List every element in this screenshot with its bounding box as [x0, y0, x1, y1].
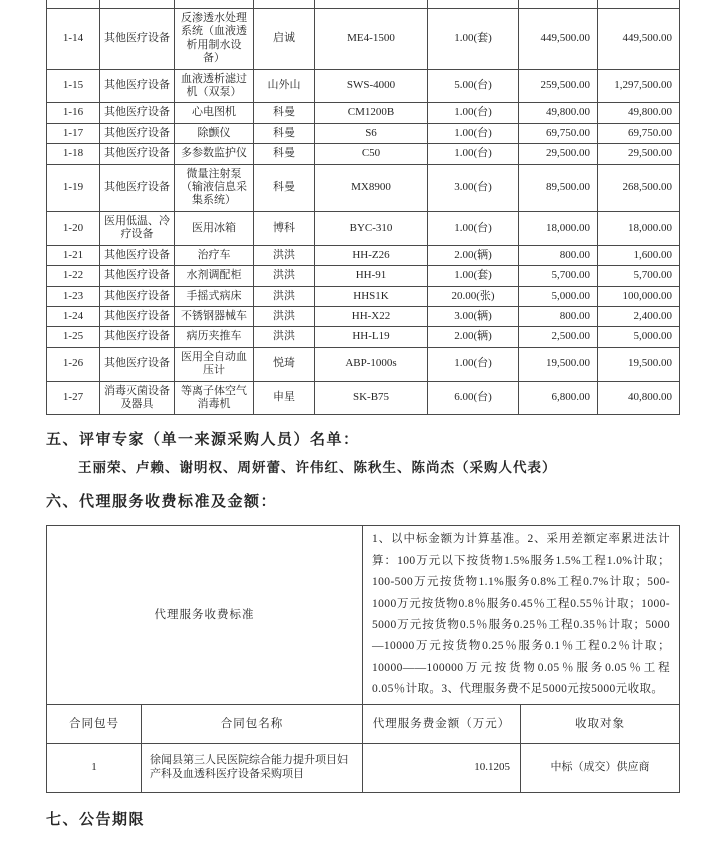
cell-name: 多参数监护仪: [175, 144, 254, 164]
cell-qty: 6.00(台): [428, 381, 519, 415]
section7-heading: 七、公告期限: [46, 811, 146, 828]
cell-brand: 洪洪: [254, 286, 315, 306]
cell-qty: 2.00(辆): [428, 245, 519, 265]
equipment-row: [47, 245, 680, 265]
cell-no: 1-21: [47, 245, 100, 265]
cell-unit-price: 2,500.00: [519, 327, 598, 347]
fee-cell-charge-target: 中标（成交）供应商: [521, 743, 680, 792]
cell-no: 1-15: [47, 69, 100, 103]
cell-model: BYC-310: [315, 211, 428, 245]
cell-qty: 1.00(台): [428, 103, 519, 123]
cell-brand: 启诚: [254, 9, 315, 70]
cell-unit-price: 800.00: [519, 306, 598, 326]
cell-unit-price: 800.00: [519, 245, 598, 265]
fee-header-charge-target: 收取对象: [521, 704, 680, 743]
section6-heading: 六、代理服务收费标准及金额：: [46, 494, 278, 511]
cell-no: 1-18: [47, 144, 100, 164]
cell-brand: 山外山: [254, 69, 315, 103]
cell-brand: 悦琦: [254, 347, 315, 381]
fee-header-package-name: 合同包名称: [142, 704, 363, 743]
cell-no: 1-27: [47, 381, 100, 415]
cell-total-price: 1,600.00: [598, 245, 680, 265]
cell-no: 1-20: [47, 211, 100, 245]
cell-brand: 洪洪: [254, 266, 315, 286]
cell-empty: [100, 0, 175, 9]
cell-model: ABP-1000s: [315, 347, 428, 381]
cell-model: HH-91: [315, 266, 428, 286]
cell-model: S6: [315, 123, 428, 143]
equipment-row: [47, 103, 680, 123]
cell-unit-price: 29,500.00: [519, 144, 598, 164]
cell-brand: 申星: [254, 381, 315, 415]
cell-category: 其他医疗设备: [100, 164, 175, 211]
equipment-row: [47, 266, 680, 286]
cell-name: 除颤仪: [175, 123, 254, 143]
cell-category: 其他医疗设备: [100, 144, 175, 164]
cell-brand: 科曼: [254, 103, 315, 123]
cell-unit-price: 5,700.00: [519, 266, 598, 286]
cell-no: 1-22: [47, 266, 100, 286]
cell-total-price: 449,500.00: [598, 9, 680, 70]
cell-qty: 2.00(辆): [428, 327, 519, 347]
cell-total-price: 40,800.00: [598, 381, 680, 415]
fee-header-package-no: 合同包号: [47, 704, 142, 743]
cell-total-price: 69,750.00: [598, 123, 680, 143]
cell-unit-price: 6,800.00: [519, 381, 598, 415]
equipment-row: [47, 327, 680, 347]
cell-name: 等离子体空气消毒机: [175, 381, 254, 415]
cell-unit-price: 5,000.00: [519, 286, 598, 306]
cell-no: 1-23: [47, 286, 100, 306]
cell-name: 医用全自动血压计: [175, 347, 254, 381]
cell-total-price: 1,297,500.00: [598, 69, 680, 103]
cell-brand: 博科: [254, 211, 315, 245]
cell-qty: 1.00(套): [428, 9, 519, 70]
cell-category: 其他医疗设备: [100, 245, 175, 265]
cell-model: CM1200B: [315, 103, 428, 123]
cell-category: 其他医疗设备: [100, 103, 175, 123]
cell-name: 手摇式病床: [175, 286, 254, 306]
cell-category: 其他医疗设备: [100, 327, 175, 347]
cell-qty: 3.00(辆): [428, 306, 519, 326]
cell-no: 1-17: [47, 123, 100, 143]
cell-no: 1-19: [47, 164, 100, 211]
cell-category: 医用低温、冷疗设备: [100, 211, 175, 245]
fee-table: [46, 525, 680, 792]
cell-total-price: 19,500.00: [598, 347, 680, 381]
equipment-row: [47, 306, 680, 326]
cell-empty: [175, 0, 254, 9]
equipment-row: [47, 69, 680, 103]
equipment-row: [47, 211, 680, 245]
cell-brand: 洪洪: [254, 245, 315, 265]
cell-name: 血液透析滤过机（双泵）: [175, 69, 254, 103]
cell-name: 心电图机: [175, 103, 254, 123]
cell-name: 病历夹推车: [175, 327, 254, 347]
cell-unit-price: 49,800.00: [519, 103, 598, 123]
cell-empty: [47, 0, 100, 9]
cell-qty: 5.00(台): [428, 69, 519, 103]
cell-unit-price: 18,000.00: [519, 211, 598, 245]
cell-qty: 1.00(台): [428, 211, 519, 245]
cell-category: 其他医疗设备: [100, 266, 175, 286]
fee-header-fee-amount: 代理服务费金额（万元）: [363, 704, 521, 743]
cell-name: 不锈钢器械车: [175, 306, 254, 326]
cell-no: 1-16: [47, 103, 100, 123]
cell-empty: [598, 0, 680, 9]
equipment-table: [46, 0, 680, 415]
fee-standard-row: [47, 526, 680, 704]
cell-category: 其他医疗设备: [100, 69, 175, 103]
cell-model: SK-B75: [315, 381, 428, 415]
cell-unit-price: 449,500.00: [519, 9, 598, 70]
cell-name: 微量注射泵（输液信息采集系统）: [175, 164, 254, 211]
cell-qty: 1.00(台): [428, 144, 519, 164]
cell-model: SWS-4000: [315, 69, 428, 103]
cell-model: HH-X22: [315, 306, 428, 326]
fee-cell-package-no: 1: [47, 743, 142, 792]
cell-category: 消毒灭菌设备及器具: [100, 381, 175, 415]
equipment-row: [47, 144, 680, 164]
cell-total-price: 268,500.00: [598, 164, 680, 211]
cell-unit-price: 259,500.00: [519, 69, 598, 103]
cell-total-price: 18,000.00: [598, 211, 680, 245]
fee-standard-label: 代理服务收费标准: [47, 526, 363, 704]
cell-unit-price: 19,500.00: [519, 347, 598, 381]
equipment-row: [47, 164, 680, 211]
cell-brand: 科曼: [254, 123, 315, 143]
cell-no: 1-25: [47, 327, 100, 347]
equipment-row: [47, 123, 680, 143]
fee-table-body: [47, 526, 680, 792]
cell-no: 1-14: [47, 9, 100, 70]
cell-total-price: 29,500.00: [598, 144, 680, 164]
cell-name: 治疗车: [175, 245, 254, 265]
cell-name: 医用冰箱: [175, 211, 254, 245]
cell-qty: 1.00(台): [428, 347, 519, 381]
cell-qty: 20.00(张): [428, 286, 519, 306]
cell-unit-price: 89,500.00: [519, 164, 598, 211]
fee-cell-fee-amount: 10.1205: [363, 743, 521, 792]
equipment-row: [47, 381, 680, 415]
cell-brand: 科曼: [254, 144, 315, 164]
cell-total-price: 2,400.00: [598, 306, 680, 326]
cell-model: HHS1K: [315, 286, 428, 306]
cell-brand: 洪洪: [254, 306, 315, 326]
cell-empty: [428, 0, 519, 9]
cell-empty: [519, 0, 598, 9]
fee-table-data-row: [47, 743, 680, 792]
cell-total-price: 5,700.00: [598, 266, 680, 286]
cell-category: 其他医疗设备: [100, 347, 175, 381]
cell-qty: 1.00(套): [428, 266, 519, 286]
cell-category: 其他医疗设备: [100, 123, 175, 143]
cell-brand: 科曼: [254, 164, 315, 211]
expert-names: 王丽荣、卢赖、谢明权、周妍蕾、许伟红、陈秋生、陈尚杰（采购人代表）: [78, 460, 557, 476]
cell-empty: [315, 0, 428, 9]
table-continuation-row: [47, 0, 680, 9]
cell-category: 其他医疗设备: [100, 306, 175, 326]
cell-empty: [254, 0, 315, 9]
section5-heading: 五、评审专家（单一来源采购人员）名单：: [46, 432, 360, 449]
equipment-row: [47, 9, 680, 70]
cell-total-price: 49,800.00: [598, 103, 680, 123]
cell-no: 1-24: [47, 306, 100, 326]
cell-qty: 1.00(台): [428, 123, 519, 143]
cell-category: 其他医疗设备: [100, 9, 175, 70]
cell-qty: 3.00(台): [428, 164, 519, 211]
equipment-row: [47, 347, 680, 381]
cell-brand: 洪洪: [254, 327, 315, 347]
fee-cell-package-name: 徐闻县第三人民医院综合能力提升项目妇产科及血透科医疗设备采购项目: [142, 743, 363, 792]
equipment-row: [47, 286, 680, 306]
cell-total-price: 100,000.00: [598, 286, 680, 306]
cell-model: MX8900: [315, 164, 428, 211]
cell-model: HH-Z26: [315, 245, 428, 265]
cell-model: ME4-1500: [315, 9, 428, 70]
cell-name: 水剂调配柜: [175, 266, 254, 286]
equipment-table-body: [47, 0, 680, 415]
cell-total-price: 5,000.00: [598, 327, 680, 347]
cell-no: 1-26: [47, 347, 100, 381]
fee-table-header-row: [47, 704, 680, 743]
cell-model: HH-L19: [315, 327, 428, 347]
fee-standard-text: 1、以中标金额为计算基准。2、采用差额定率累进法计算：100万元以下按货物1.5%服务1.5%工程1.0%计取；100-500万元按货物1.1%服务0.8%工程0.7%计取；500-1000万元按货物0.8％服务0.45％工程0.55％计取；1000-5000万元按货物0.5％服务0.25％工程0.35％计取；5000—10000万元按货物0.25％服务0.1％工程0.2％计取；10000——100000万元按货物0.05％服务0.05％工程0.05％计取。3、代理服务费不足5000元按5000元收取。: [363, 526, 680, 704]
cell-name: 反渗透水处理系统（血液透析用制水设备）: [175, 9, 254, 70]
cell-unit-price: 69,750.00: [519, 123, 598, 143]
cell-category: 其他医疗设备: [100, 286, 175, 306]
cell-model: C50: [315, 144, 428, 164]
